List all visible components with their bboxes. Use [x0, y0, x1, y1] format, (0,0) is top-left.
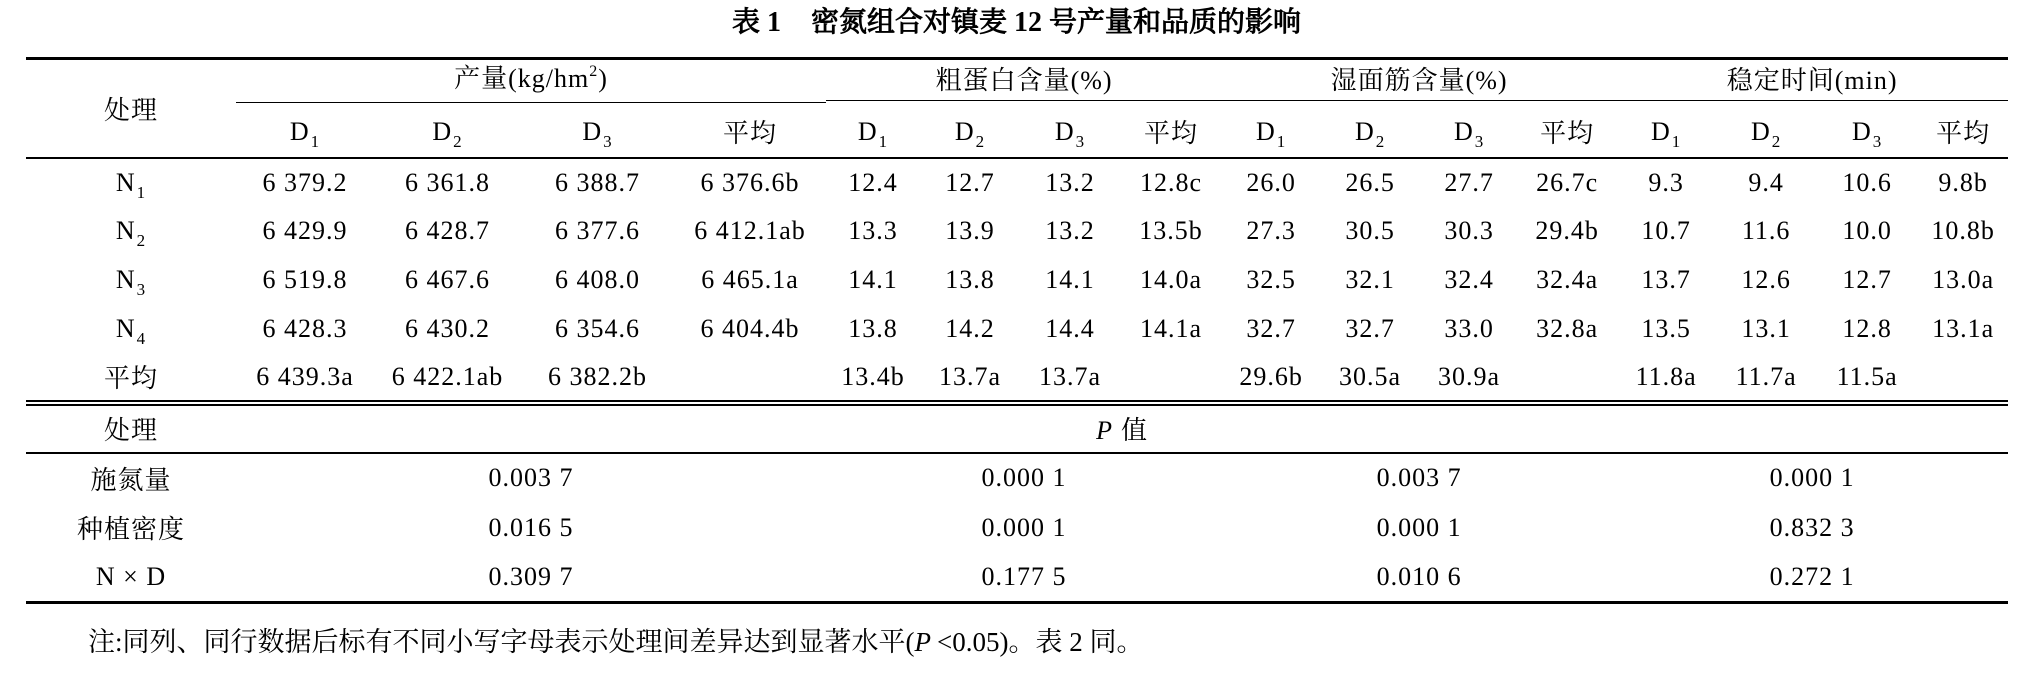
- stability-d3-value: 10.6: [1842, 167, 1892, 197]
- subcol-mean: 平均: [1144, 119, 1199, 148]
- yield-mean-value: 6 412.1ab: [694, 216, 806, 245]
- gluten-mean-value: 26.7c: [1536, 167, 1599, 197]
- subcol-d2: $D_2$: [1354, 116, 1386, 151]
- stability-d2-value: 9.4: [1748, 167, 1784, 197]
- protein-d3-value: 13.2: [1045, 167, 1095, 197]
- stability-mean-value: 13.1a: [1932, 314, 1995, 343]
- subcol-mean: 平均: [723, 119, 778, 148]
- subcol-d2: $D_2$: [954, 116, 986, 151]
- protein-header-title: 粗蛋白含量(%): [826, 65, 1222, 101]
- gluten-d2-mean: 30.5a: [1339, 361, 1402, 391]
- stability-d3-value: 12.7: [1842, 265, 1892, 294]
- footnote-text-end: <0.05)。表 2 同。: [937, 627, 1144, 657]
- yield-d3-value: 6 388.7: [555, 167, 640, 197]
- gluten-d1-value: 26.0: [1246, 167, 1296, 197]
- gluten-d3-value: 32.4: [1444, 265, 1494, 294]
- table-row-n3: [26, 256, 2008, 305]
- p-row-density: [26, 503, 2008, 553]
- table-header: [26, 59, 2008, 158]
- p-yield-value: 0.309 7: [488, 561, 574, 591]
- yield-d1-value: 6 379.2: [262, 167, 348, 197]
- subcol-d2: $D_2$: [1750, 116, 1782, 151]
- p-yield-value: 0.016 5: [488, 512, 574, 542]
- subcol-d1: $D_1$: [857, 116, 889, 151]
- stability-mean-value: 9.8b: [1938, 167, 1988, 197]
- p-row-label: N × D: [95, 561, 167, 591]
- protein-d2-value: 13.8: [945, 265, 995, 294]
- table-row-n2: [26, 207, 2008, 256]
- stability-d2-value: 12.6: [1741, 265, 1791, 294]
- protein-mean-value: 14.1a: [1140, 314, 1203, 343]
- stability-d1-value: 10.7: [1641, 216, 1691, 245]
- subcol-mean: 平均: [1936, 119, 1991, 148]
- protein-d2-value: 12.7: [945, 167, 995, 197]
- row-label: $N_1$: [115, 167, 147, 202]
- protein-d1-value: 13.3: [848, 216, 898, 245]
- row-label: 平均: [103, 364, 158, 393]
- gluten-d1-value: 27.3: [1246, 216, 1296, 245]
- empty-cell: [1918, 354, 2008, 403]
- stability-header-title: 稳定时间(min): [1616, 65, 2008, 101]
- gluten-d1-value: 32.7: [1246, 314, 1296, 343]
- p-value-header: [236, 403, 2008, 453]
- protein-header: [826, 59, 1222, 107]
- p-row-interaction: [26, 553, 2008, 603]
- yield-d3-value: 6 408.0: [555, 265, 640, 294]
- p-gluten-value: 0.003 7: [1376, 463, 1462, 492]
- gluten-d2-value: 26.5: [1345, 167, 1395, 197]
- protein-d3-value: 14.1: [1045, 265, 1095, 294]
- p-row-label: 施氮量: [90, 465, 172, 495]
- p-value-header-row: [26, 403, 2008, 453]
- stability-d1-value: 13.5: [1641, 314, 1691, 343]
- gluten-d2-value: 32.1: [1345, 265, 1395, 294]
- stability-d2-value: 11.6: [1741, 216, 1791, 245]
- yield-d2-value: 6 467.6: [405, 265, 490, 294]
- yield-d2-value: 6 430.2: [405, 314, 490, 343]
- gluten-mean-value: 32.4a: [1536, 265, 1599, 294]
- p-value-section: [26, 403, 2008, 603]
- yield-header-close: ): [598, 64, 608, 94]
- protein-mean-value: 13.5b: [1139, 216, 1203, 245]
- empty-cell: [1120, 354, 1222, 403]
- table-caption: [0, 6, 2033, 40]
- stability-d3-value: 10.0: [1842, 216, 1892, 245]
- yield-d2-value: 6 428.7: [405, 216, 490, 245]
- footnote-p-symbol: P: [914, 627, 931, 657]
- p-protein-value: 0.000 1: [981, 463, 1067, 492]
- stability-header: [1616, 59, 2008, 107]
- stability-d1-value: 13.7: [1641, 265, 1691, 294]
- protein-d1-mean: 13.4b: [841, 361, 905, 391]
- yield-mean-value: 6 376.6b: [700, 167, 800, 197]
- protein-d3-value: 13.2: [1045, 216, 1095, 245]
- p-gluten-value: 0.000 1: [1376, 512, 1462, 542]
- p-stability-value: 0.272 1: [1769, 561, 1855, 591]
- protein-d3-value: 14.4: [1045, 314, 1095, 343]
- empty-cell: [674, 354, 826, 403]
- protein-d1-value: 14.1: [848, 265, 898, 294]
- protein-d1-value: 13.8: [848, 314, 898, 343]
- gluten-d3-value: 30.3: [1444, 216, 1494, 245]
- stability-d1-value: 9.3: [1648, 167, 1684, 197]
- protein-mean-value: 12.8c: [1140, 167, 1203, 197]
- p-gluten-value: 0.010 6: [1376, 561, 1462, 591]
- subcol-mean: 平均: [1540, 119, 1595, 148]
- gluten-d1-value: 32.5: [1246, 265, 1296, 294]
- table-title: 密氮组合对镇麦 12 号产量和品质的影响: [811, 7, 1302, 38]
- table-body: [26, 158, 2008, 403]
- p-yield-value: 0.003 7: [488, 463, 574, 492]
- gluten-d2-value: 32.7: [1345, 314, 1395, 343]
- protein-mean-value: 14.0a: [1140, 265, 1203, 294]
- stability-d2-mean: 11.7a: [1735, 361, 1797, 391]
- p-protein-value: 0.177 5: [981, 561, 1067, 591]
- yield-d3-value: 6 354.6: [555, 314, 640, 343]
- stability-d3-mean: 11.5a: [1836, 361, 1898, 391]
- stability-d1-mean: 11.8a: [1635, 361, 1697, 391]
- yield-header-sup: 2: [589, 63, 599, 81]
- gluten-header-title: 湿面筋含量(%): [1222, 65, 1616, 101]
- yield-d2-value: 6 361.8: [405, 167, 490, 197]
- subcol-d3: $D_3$: [582, 116, 613, 151]
- p-row-nitrogen: [26, 453, 2008, 503]
- gluten-header: [1222, 59, 1616, 107]
- subcol-d3: $D_3$: [1453, 116, 1485, 151]
- stability-d3-value: 12.8: [1842, 314, 1892, 343]
- p-protein-value: 0.000 1: [981, 512, 1067, 542]
- gluten-mean-value: 29.4b: [1535, 216, 1599, 245]
- protein-d2-value: 14.2: [945, 314, 995, 343]
- protein-d3-mean: 13.7a: [1039, 361, 1102, 391]
- subcol-d2: $D_2$: [432, 116, 463, 151]
- subcol-d1: $D_1$: [1650, 116, 1682, 151]
- gluten-d2-value: 30.5: [1345, 216, 1395, 245]
- yield-mean-value: 6 404.4b: [700, 314, 800, 343]
- gluten-d3-value: 27.7: [1444, 167, 1494, 197]
- stability-mean-value: 10.8b: [1931, 216, 1995, 245]
- gluten-mean-value: 32.8a: [1536, 314, 1599, 343]
- table-row-n1: [26, 158, 2008, 207]
- yield-d1-value: 6 428.3: [262, 314, 348, 343]
- table-row-mean: [26, 354, 2008, 403]
- yield-mean-value: 6 465.1a: [701, 265, 799, 294]
- row-label: $N_3$: [115, 265, 147, 299]
- p-treatment-header: 处理: [103, 416, 158, 445]
- gluten-d1-mean: 29.6b: [1239, 361, 1303, 391]
- stability-mean-value: 13.0a: [1932, 265, 1995, 294]
- subcol-d1: $D_1$: [1255, 116, 1287, 151]
- row-label: $N_4$: [115, 314, 147, 348]
- treatment-header: 处理: [103, 95, 158, 125]
- gluten-d3-mean: 30.9a: [1438, 361, 1501, 391]
- p-value-word: 值: [1121, 416, 1149, 445]
- subcol-d1: $D_1$: [289, 116, 321, 151]
- yield-d3-value: 6 377.6: [555, 216, 640, 245]
- stability-d2-value: 13.1: [1741, 314, 1791, 343]
- yield-header-text: 产量(kg/hm: [454, 64, 590, 94]
- row-label: $N_2$: [115, 216, 147, 250]
- p-stability-value: 0.832 3: [1769, 512, 1855, 542]
- yield-header: [236, 59, 826, 107]
- table-number: 表 1: [731, 7, 781, 38]
- gluten-d3-value: 33.0: [1444, 314, 1494, 343]
- yield-d1-mean: 6 439.3a: [256, 361, 354, 391]
- yield-header-title: [236, 63, 826, 103]
- subcol-d3: $D_3$: [1054, 116, 1086, 151]
- protein-d2-mean: 13.7a: [939, 361, 1002, 391]
- table-row-n4: [26, 305, 2008, 354]
- p-stability-value: 0.000 1: [1769, 463, 1855, 492]
- results-table: [26, 57, 2008, 604]
- table-footnote: [88, 624, 1143, 660]
- yield-d1-value: 6 519.8: [262, 265, 348, 294]
- p-symbol: P: [1096, 416, 1113, 445]
- header-row-subcolumns: [26, 107, 2008, 158]
- empty-cell: [1518, 354, 1616, 403]
- yield-d3-mean: 6 382.2b: [548, 361, 647, 391]
- footnote-text: 注:同列、同行数据后标有不同小写字母表示处理间差异达到显著水平(: [88, 627, 915, 657]
- p-row-label: 种植密度: [76, 515, 185, 544]
- yield-d2-mean: 6 422.1ab: [391, 361, 504, 391]
- protein-d1-value: 12.4: [848, 167, 898, 197]
- yield-d1-value: 6 429.9: [262, 216, 348, 245]
- subcol-d3: $D_3$: [1851, 116, 1883, 151]
- header-row-groups: [26, 59, 2008, 107]
- protein-d2-value: 13.9: [945, 216, 995, 245]
